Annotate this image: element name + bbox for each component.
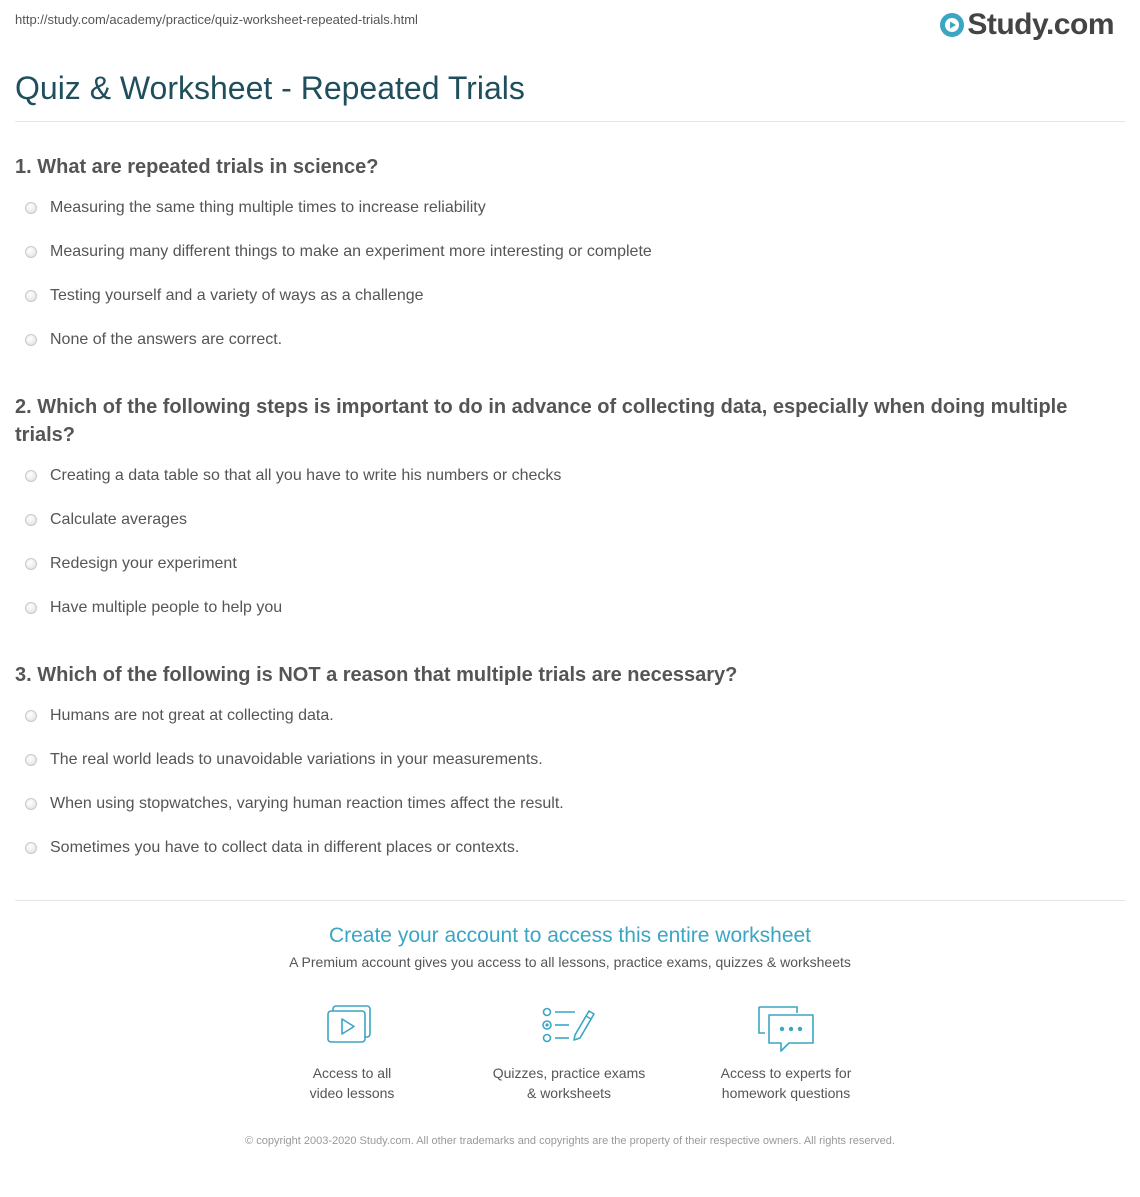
logo-text: Study.com [967, 8, 1114, 41]
answer-option[interactable] [25, 331, 282, 349]
radio-icon[interactable] [25, 290, 37, 302]
answer-label: Measuring the same thing multiple times to increase reliability [50, 199, 486, 216]
video-lessons-icon [322, 1003, 382, 1049]
quiz-checklist-icon [539, 1003, 599, 1049]
radio-icon[interactable] [25, 334, 37, 346]
feature-label-line: Access to experts for [720, 1065, 852, 1081]
question-text: 1. What are repeated trials in science? [15, 156, 379, 178]
answer-label: Redesign your experiment [50, 555, 237, 572]
answer-label: The real world leads to unavoidable variations in your measurements. [50, 751, 543, 768]
copyright-footer: © copyright 2003-2020 Study.com. All other trademarks and copyrights are the property of their respective owners. All rights reserved. [245, 1135, 895, 1147]
feature-label-line: video lessons [309, 1085, 395, 1101]
radio-icon[interactable] [25, 470, 37, 482]
answer-label: When using stopwatches, varying human reaction times affect the result. [50, 795, 564, 812]
feature-label-line: Access to all [312, 1065, 392, 1081]
cta-title-link[interactable]: Create your account to access this entire worksheet [328, 924, 812, 947]
question-2 [15, 393, 1110, 449]
answer-label: Measuring many different things to make an experiment more interesting or complete [50, 243, 652, 260]
answer-option[interactable] [25, 243, 652, 261]
radio-icon[interactable] [25, 514, 37, 526]
answer-option[interactable] [25, 599, 282, 617]
question-3 [15, 661, 1110, 689]
radio-icon[interactable] [25, 558, 37, 570]
radio-icon[interactable] [25, 798, 37, 810]
answer-option[interactable] [25, 511, 187, 529]
answer-label: Humans are not great at collecting data. [50, 707, 334, 724]
study-logo[interactable] [939, 8, 1114, 42]
radio-icon[interactable] [25, 202, 37, 214]
answer-label: Sometimes you have to collect data in different places or contexts. [50, 839, 520, 856]
answer-option[interactable] [25, 795, 564, 813]
question-text: 2. Which of the following steps is important to do in advance of collecting data, especially when doing multiple trials? [15, 396, 1068, 446]
title-divider [15, 121, 1125, 122]
answer-label: None of the answers are correct. [50, 331, 283, 348]
answer-option[interactable] [25, 199, 486, 217]
radio-icon[interactable] [25, 754, 37, 766]
page-title: Quiz & Worksheet - Repeated Trials [15, 70, 525, 106]
answer-option[interactable] [25, 707, 334, 725]
radio-icon[interactable] [25, 842, 37, 854]
answer-option[interactable] [25, 751, 543, 769]
answer-label: Calculate averages [50, 511, 187, 528]
answer-label: Creating a data table so that all you have to write his numbers or checks [50, 467, 562, 484]
section-divider [15, 900, 1125, 901]
answer-option[interactable] [25, 555, 237, 573]
radio-icon[interactable] [25, 246, 37, 258]
question-1 [15, 153, 1110, 181]
feature-quizzes [479, 1003, 659, 1103]
feature-label-line: & worksheets [526, 1085, 612, 1101]
radio-icon[interactable] [25, 602, 37, 614]
answer-option[interactable] [25, 467, 561, 485]
play-circle-icon [939, 12, 965, 38]
cta-subtitle: A Premium account gives you access to all lessons, practice exams, quizzes & worksheets [289, 954, 851, 970]
answer-label: Have multiple people to help you [50, 599, 283, 616]
answer-option[interactable] [25, 839, 519, 857]
feature-video-lessons [262, 1003, 442, 1103]
question-text: 3. Which of the following is NOT a reason that multiple trials are necessary? [15, 664, 738, 686]
radio-icon[interactable] [25, 710, 37, 722]
feature-label-line: homework questions [721, 1085, 851, 1101]
chat-bubble-icon [753, 1003, 819, 1055]
answer-label: Testing yourself and a variety of ways as a challenge [50, 287, 424, 304]
feature-experts [696, 1003, 876, 1103]
feature-label-line: Quizzes, practice exams [492, 1065, 646, 1081]
answer-option[interactable] [25, 287, 424, 305]
page-url: http://study.com/academy/practice/quiz-worksheet-repeated-trials.html [15, 12, 418, 27]
